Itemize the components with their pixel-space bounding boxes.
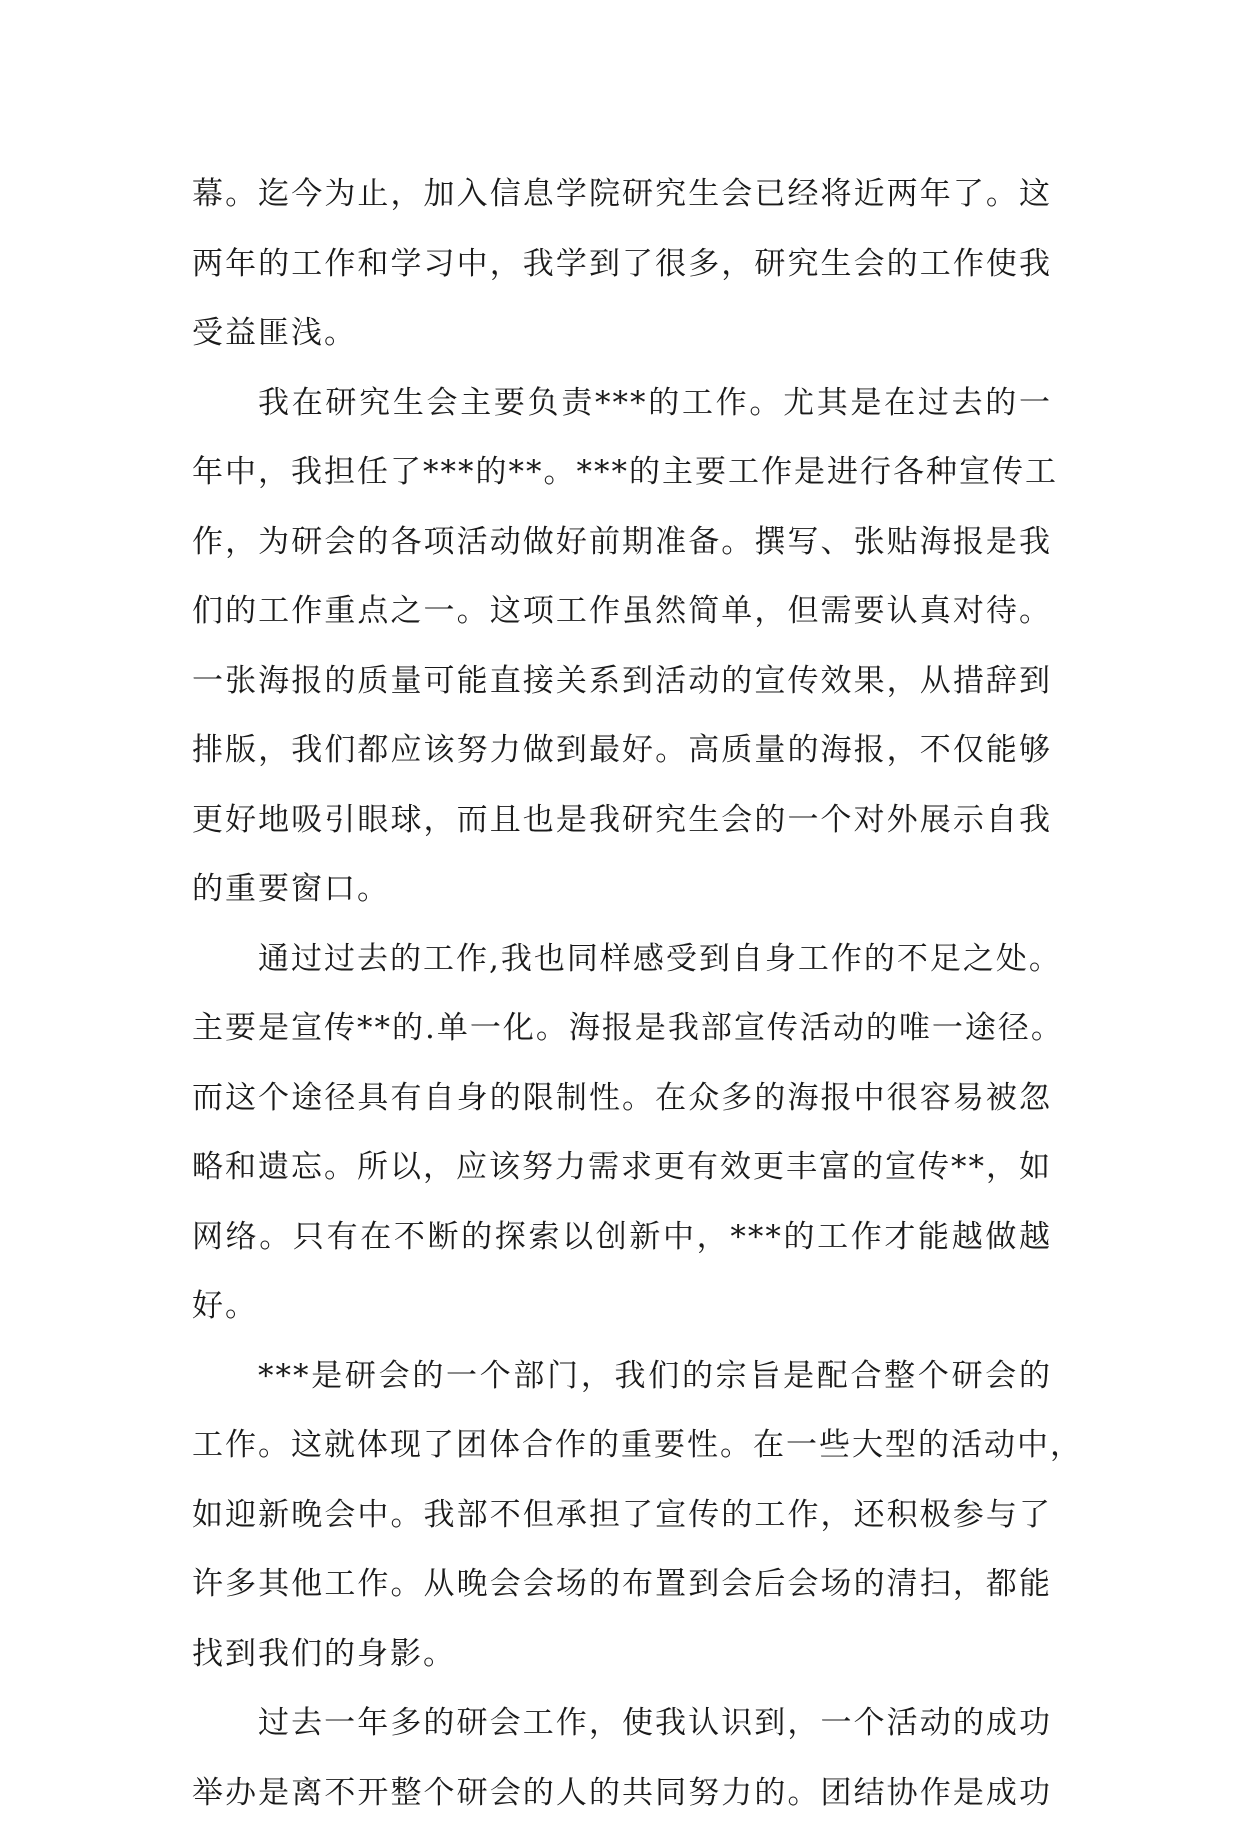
text-line: 工作。这就体现了团体合作的重要性。在一些大型的活动中，: [192, 1411, 1052, 1481]
text-line: 找到我们的身影。: [192, 1620, 1052, 1690]
text-line: 作，为研会的各项活动做好前期准备。撰写、张贴海报是我: [192, 508, 1052, 578]
paragraph-first-line: ***是研会的一个部门，我们的宗旨是配合整个研会的: [192, 1342, 1052, 1412]
text-line: 而这个途径具有自身的限制性。在众多的海报中很容易被忽: [192, 1064, 1052, 1134]
text-line: 两年的工作和学习中，我学到了很多，研究生会的工作使我: [192, 230, 1052, 300]
text-line: 网络。只有在不断的探索以创新中，***的工作才能越做越: [192, 1203, 1052, 1273]
text-line: 好。: [192, 1272, 1052, 1342]
document-page: [192, 160, 1052, 1828]
text-line: 一张海报的质量可能直接关系到活动的宣传效果，从措辞到: [192, 647, 1052, 717]
text-line: 年中，我担任了***的**。***的主要工作是进行各种宣传工: [192, 438, 1052, 508]
paragraph-first-line: 通过过去的工作,我也同样感受到自身工作的不足之处。: [192, 925, 1052, 995]
text-line: 主要是宣传**的.单一化。海报是我部宣传活动的唯一途径。: [192, 994, 1052, 1064]
text-line: 如迎新晚会中。我部不但承担了宣传的工作，还积极参与了: [192, 1481, 1052, 1551]
text-line: 排版，我们都应该努力做到最好。高质量的海报，不仅能够: [192, 716, 1052, 786]
paragraph-first-line: 过去一年多的研会工作，使我认识到，一个活动的成功: [192, 1689, 1052, 1759]
text-line: 们的工作重点之一。这项工作虽然简单，但需要认真对待。: [192, 577, 1052, 647]
text-line: 受益匪浅。: [192, 299, 1052, 369]
text-line: 幕。迄今为止，加入信息学院研究生会已经将近两年了。这: [192, 160, 1052, 230]
text-line: 举办是离不开整个研会的人的共同努力的。团结协作是成功: [192, 1759, 1052, 1828]
text-line: 许多其他工作。从晚会会场的布置到会后会场的清扫，都能: [192, 1550, 1052, 1620]
text-line: 更好地吸引眼球，而且也是我研究生会的一个对外展示自我: [192, 786, 1052, 856]
paragraph-first-line: 我在研究生会主要负责***的工作。尤其是在过去的一: [192, 369, 1052, 439]
text-line: 略和遗忘。所以，应该努力需求更有效更丰富的宣传**，如: [192, 1133, 1052, 1203]
text-line: 的重要窗口。: [192, 855, 1052, 925]
